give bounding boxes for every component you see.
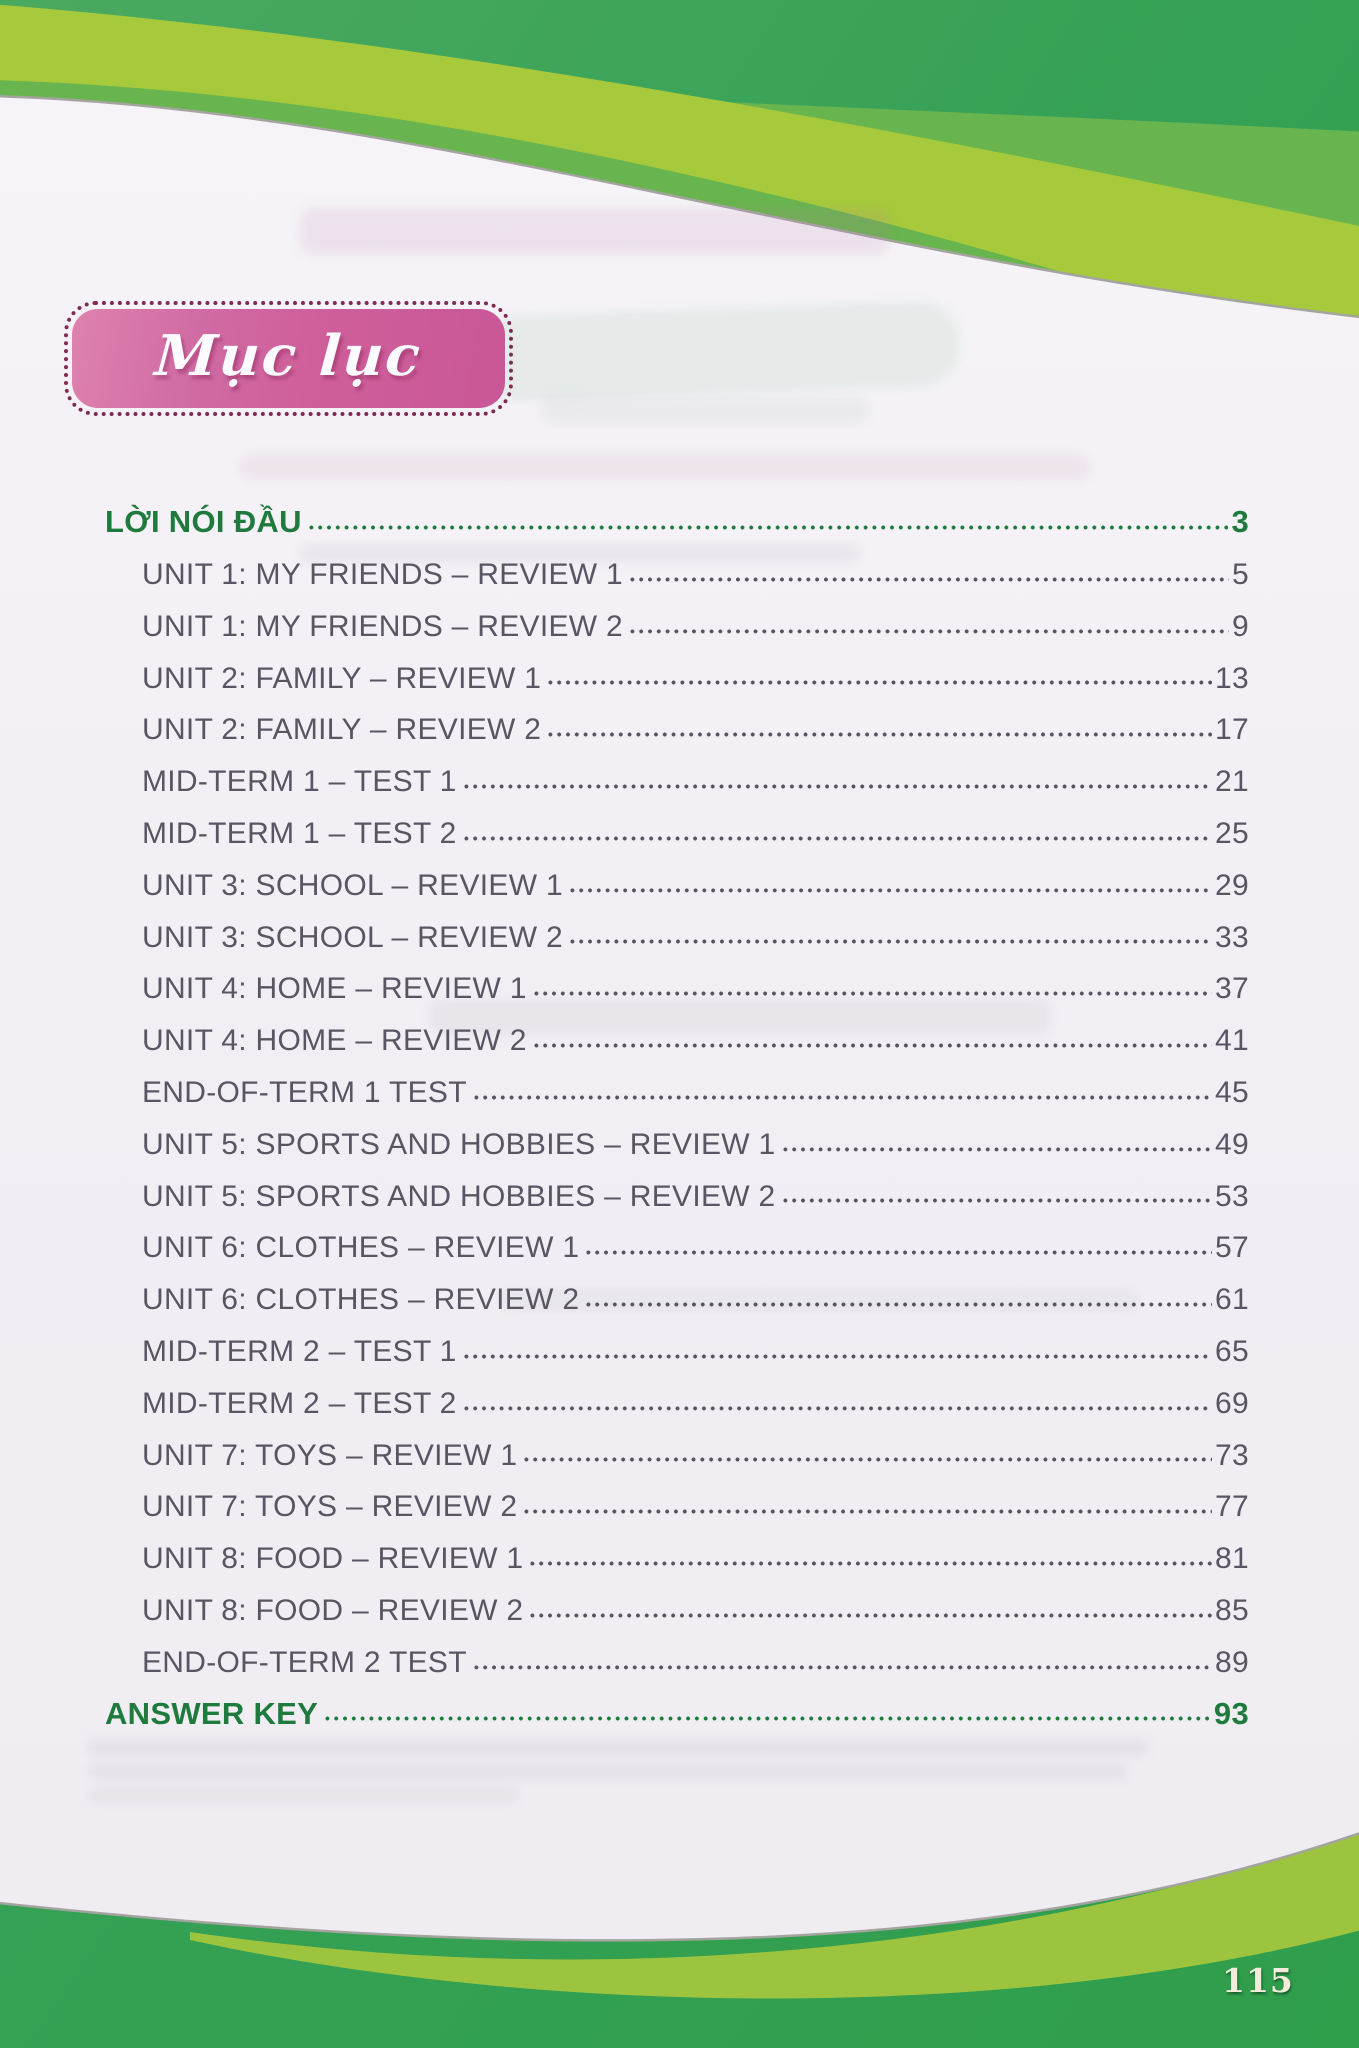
toc-entry-label: LỜI NÓI ĐẦU — [105, 504, 302, 540]
toc-entry-label: UNIT 7: TOYS – REVIEW 2 — [142, 1490, 518, 1524]
toc-title: Mục lục — [153, 322, 425, 389]
toc-page-number: 85 — [1215, 1594, 1249, 1628]
toc-dot-leader — [568, 885, 1212, 894]
toc-entry-label: UNIT 3: SCHOOL – REVIEW 2 — [142, 920, 563, 954]
toc-page-number: 45 — [1215, 1076, 1249, 1110]
toc-page-number: 49 — [1215, 1127, 1249, 1161]
toc-entry-label: UNIT 6: CLOTHES – REVIEW 1 — [142, 1231, 580, 1265]
toc-row — [103, 1160, 1249, 1212]
toc-row — [103, 694, 1249, 746]
toc-dot-leader — [781, 1196, 1213, 1205]
toc-entry-label: UNIT 5: SPORTS AND HOBBIES – REVIEW 1 — [142, 1127, 776, 1161]
toc-dot-leader — [532, 1041, 1212, 1050]
toc-row — [103, 1316, 1249, 1368]
toc-page-number: 41 — [1215, 1024, 1249, 1058]
toc-dot-leader — [462, 1403, 1212, 1412]
toc-dot-leader — [584, 1300, 1212, 1309]
toc-row — [103, 1678, 1249, 1730]
toc-dot-leader — [546, 678, 1212, 687]
toc-dot-leader — [532, 989, 1212, 998]
toc-entry-label: UNIT 7: TOYS – REVIEW 1 — [142, 1438, 518, 1472]
toc-row — [103, 1419, 1249, 1471]
toc-page-number: 25 — [1215, 817, 1249, 851]
toc-row — [103, 642, 1249, 694]
folio-page-number: 115 — [1222, 1961, 1294, 2000]
toc-entry-label: MID-TERM 1 – TEST 1 — [142, 765, 457, 799]
toc-row — [103, 901, 1249, 953]
toc-dot-leader — [323, 1714, 1211, 1723]
toc-dot-leader — [522, 1507, 1212, 1516]
toc-page-number: 13 — [1215, 661, 1249, 695]
toc-row — [103, 539, 1249, 591]
toc-entry-label: MID-TERM 2 – TEST 2 — [142, 1386, 457, 1420]
toc-page-number: 21 — [1215, 765, 1249, 799]
toc-page-number: 69 — [1215, 1386, 1249, 1420]
toc-dot-leader — [528, 1611, 1212, 1620]
toc-entry-label: UNIT 1: MY FRIENDS – REVIEW 2 — [142, 609, 624, 643]
toc-entry-label: UNIT 8: FOOD – REVIEW 1 — [142, 1542, 524, 1576]
toc-row — [103, 1627, 1249, 1679]
toc-row — [103, 1575, 1249, 1627]
toc-dot-leader — [781, 1144, 1213, 1153]
toc-dot-leader — [522, 1455, 1212, 1464]
toc-dot-leader — [628, 626, 1229, 635]
toc-entry-label: UNIT 2: FAMILY – REVIEW 1 — [142, 661, 542, 695]
toc-page-number: 73 — [1215, 1438, 1249, 1472]
toc-page-number: 3 — [1231, 504, 1249, 540]
toc-entry-label: UNIT 2: FAMILY – REVIEW 2 — [142, 713, 542, 747]
toc-entry-label: END-OF-TERM 1 TEST — [142, 1076, 467, 1110]
toc-page-number: 33 — [1215, 920, 1249, 954]
toc-row — [103, 746, 1249, 798]
toc-entry-label: UNIT 6: CLOTHES – REVIEW 2 — [142, 1283, 580, 1317]
toc-page-number: 29 — [1215, 868, 1249, 902]
toc-entry-label: MID-TERM 1 – TEST 2 — [142, 817, 457, 851]
toc-dot-leader — [462, 834, 1212, 843]
toc-dot-leader — [528, 1559, 1212, 1568]
toc-entry-label: UNIT 1: MY FRIENDS – REVIEW 1 — [142, 558, 624, 592]
toc-dot-leader — [546, 730, 1212, 739]
toc-list — [103, 487, 1249, 1730]
toc-page-number: 17 — [1215, 713, 1249, 747]
toc-row — [103, 1212, 1249, 1264]
toc-entry-label: UNIT 3: SCHOOL – REVIEW 1 — [142, 868, 563, 902]
toc-row — [103, 1368, 1249, 1420]
toc-entry-label: MID-TERM 2 – TEST 1 — [142, 1335, 457, 1369]
toc-page-number: 37 — [1215, 972, 1249, 1006]
toc-page-number: 77 — [1215, 1490, 1249, 1524]
toc-row — [103, 591, 1249, 643]
toc-page-number: 93 — [1213, 1695, 1249, 1731]
toc-row — [103, 1005, 1249, 1057]
toc-dot-leader — [568, 937, 1212, 946]
toc-dot-leader — [472, 1093, 1212, 1102]
toc-dot-leader — [462, 1352, 1212, 1361]
toc-page-number: 5 — [1232, 558, 1249, 592]
toc-dot-leader — [472, 1662, 1212, 1671]
toc-row — [103, 798, 1249, 850]
toc-row — [103, 1109, 1249, 1161]
toc-entry-label: UNIT 4: HOME – REVIEW 2 — [142, 1024, 527, 1058]
toc-row — [103, 487, 1249, 539]
toc-page-number: 81 — [1215, 1542, 1249, 1576]
toc-dot-leader — [462, 782, 1212, 791]
toc-dot-leader — [628, 575, 1229, 584]
toc-row — [103, 953, 1249, 1005]
toc-row — [103, 1057, 1249, 1109]
toc-title-badge — [72, 309, 505, 408]
toc-page-number: 9 — [1232, 609, 1249, 643]
toc-entry-label: END-OF-TERM 2 TEST — [142, 1645, 467, 1679]
toc-page-number: 57 — [1215, 1231, 1249, 1265]
toc-entry-label: UNIT 8: FOOD – REVIEW 2 — [142, 1594, 524, 1628]
toc-row — [103, 1264, 1249, 1316]
toc-row — [103, 1523, 1249, 1575]
toc-row — [103, 1471, 1249, 1523]
toc-row — [103, 850, 1249, 902]
toc-page-number: 61 — [1215, 1283, 1249, 1317]
toc-dot-leader — [307, 523, 1229, 532]
toc-entry-label: ANSWER KEY — [105, 1695, 319, 1731]
toc-page-number: 53 — [1215, 1179, 1249, 1213]
toc-page-number: 89 — [1215, 1645, 1249, 1679]
toc-page-number: 65 — [1215, 1335, 1249, 1369]
toc-entry-label: UNIT 4: HOME – REVIEW 1 — [142, 972, 527, 1006]
toc-entry-label: UNIT 5: SPORTS AND HOBBIES – REVIEW 2 — [142, 1179, 776, 1213]
toc-dot-leader — [584, 1248, 1212, 1257]
